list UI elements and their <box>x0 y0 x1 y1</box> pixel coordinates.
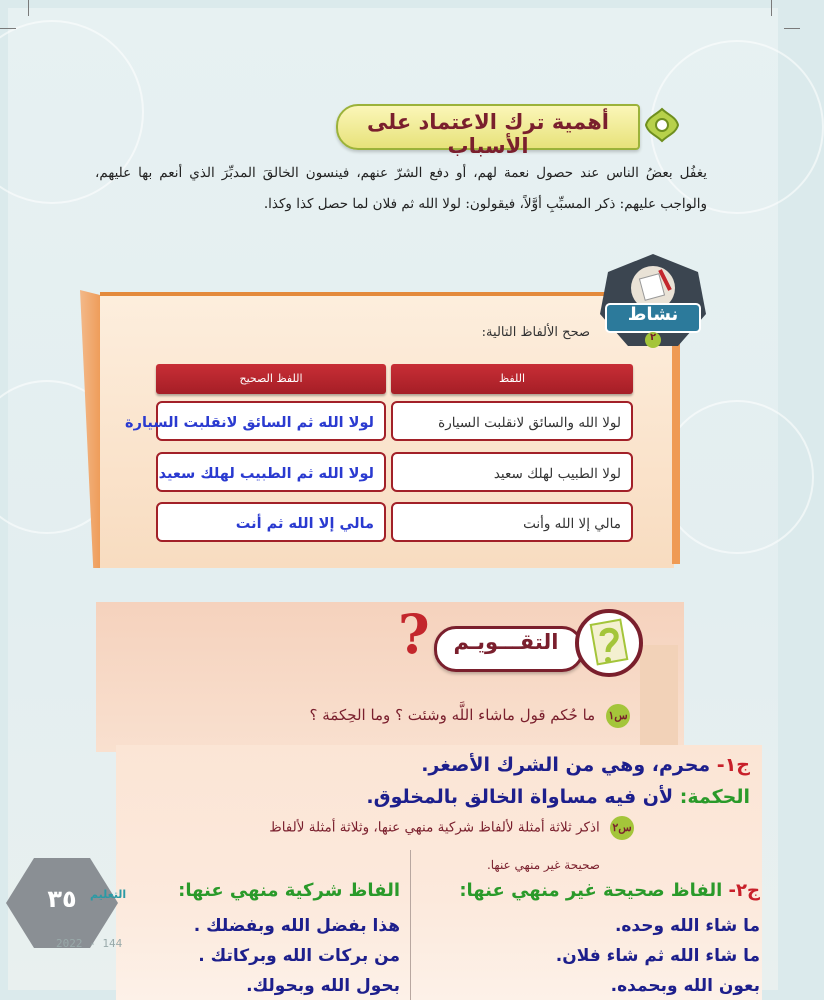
answer-2-right-head <box>420 880 760 901</box>
correct-phrase-1: لولا الله ثم السائق لانقلبت السيارة <box>156 401 386 441</box>
evaluation-side-strip <box>640 645 678 755</box>
question-2 <box>126 816 634 840</box>
column-divider <box>410 850 411 1000</box>
question-mark-icon: ? <box>398 602 430 666</box>
answer-1 <box>320 754 750 776</box>
flower-emblem-icon <box>642 105 682 145</box>
activity-badge-label: نشاط <box>627 304 679 325</box>
ornament <box>660 400 814 554</box>
crop-mark <box>784 28 800 29</box>
allowed-phrase-1: ما شاء الله وحده. <box>614 916 760 936</box>
intro-paragraph: يغفُل بعضُ الناس عند حصول نعمة لهم، أو دفع الشرّ عنهم، فينسون الخالقَ المدبِّرَ الذي أنعم بها عليهم، والواجب عليهم: ذكر المسبِّبِ أوَّلاً، فيقولون: لولا الله ثم فلان لما حصل كذا وكذا. <box>95 165 707 212</box>
answer-2-prefix: ج٢- <box>728 880 760 901</box>
allowed-phrase-3: بعون الله وبحمده. <box>610 976 760 996</box>
edition-year: 2022 - 144 <box>56 937 123 950</box>
answer-2-right-title: الفاظ صحيحة غير منهي عنها: <box>459 880 723 901</box>
crop-mark <box>0 28 16 29</box>
wisdom-text: لأن فيه مساواة الخالق بالمخلوق. <box>366 786 674 808</box>
evaluation-icon <box>574 608 644 678</box>
question-1-text: ما حُكم قول ماشاء اللَّه وشئت ؟ وما الحِكمَة ؟ <box>309 706 596 724</box>
answer-1-text: محرم، وهي من الشرك الأصغر. <box>421 754 711 776</box>
wrong-phrase-2: لولا الطبيب لهلك سعيد <box>391 452 633 492</box>
correct-phrase-3: مالي إلا الله ثم أنت <box>156 502 386 542</box>
brand-logo: التعليم <box>90 888 127 901</box>
correct-phrase-2: لولا الله ثم الطبيب لهلك سعيد <box>156 452 386 492</box>
evaluation-title: التقـــويـم <box>453 630 559 654</box>
header-phrase: اللفظ <box>391 364 633 394</box>
forbidden-phrase-2: من بركات الله وبركاتك . <box>198 946 400 966</box>
activity-instruction: صحح الألفاظ التالية: <box>481 325 590 340</box>
activity-badge-number: ٢ <box>649 332 657 343</box>
page-number: ٣٥ <box>47 885 77 913</box>
wisdom-label: الحكمة: <box>679 786 750 808</box>
header-correct: اللفظ الصحيح <box>156 364 386 394</box>
wrong-phrase-1: لولا الله والسائق لانقلبت السيارة <box>391 401 633 441</box>
question-2-text: اذكر ثلاثة أمثلة لألفاظ شركية منهي عنها، وثلاثة أمثلة لألفاظ <box>269 819 600 836</box>
answer-1-wisdom <box>290 786 750 808</box>
wrong-phrase-3: مالي إلا الله وأنت <box>391 502 633 542</box>
forbidden-phrase-1: هذا بفضل الله وبفضلك . <box>193 916 400 936</box>
forbidden-phrase-3: بحول الله وبحولك. <box>246 976 400 996</box>
allowed-phrase-2: ما شاء الله ثم شاء فلان. <box>555 946 760 966</box>
answer-2-left-head: الفاظ شركية منهي عنها: <box>178 880 400 901</box>
question-1 <box>270 704 630 728</box>
question-1-number: س١ <box>606 704 630 728</box>
question-2-number: س٢ <box>610 816 634 840</box>
crop-mark <box>28 0 29 16</box>
answer-1-prefix: ج١- <box>716 754 750 776</box>
question-2-tail: صحيحة غير منهي عنها. <box>486 858 600 872</box>
section-title: أهمية ترك الاعتماد على الأسباب <box>367 110 609 158</box>
crop-mark <box>771 0 772 16</box>
